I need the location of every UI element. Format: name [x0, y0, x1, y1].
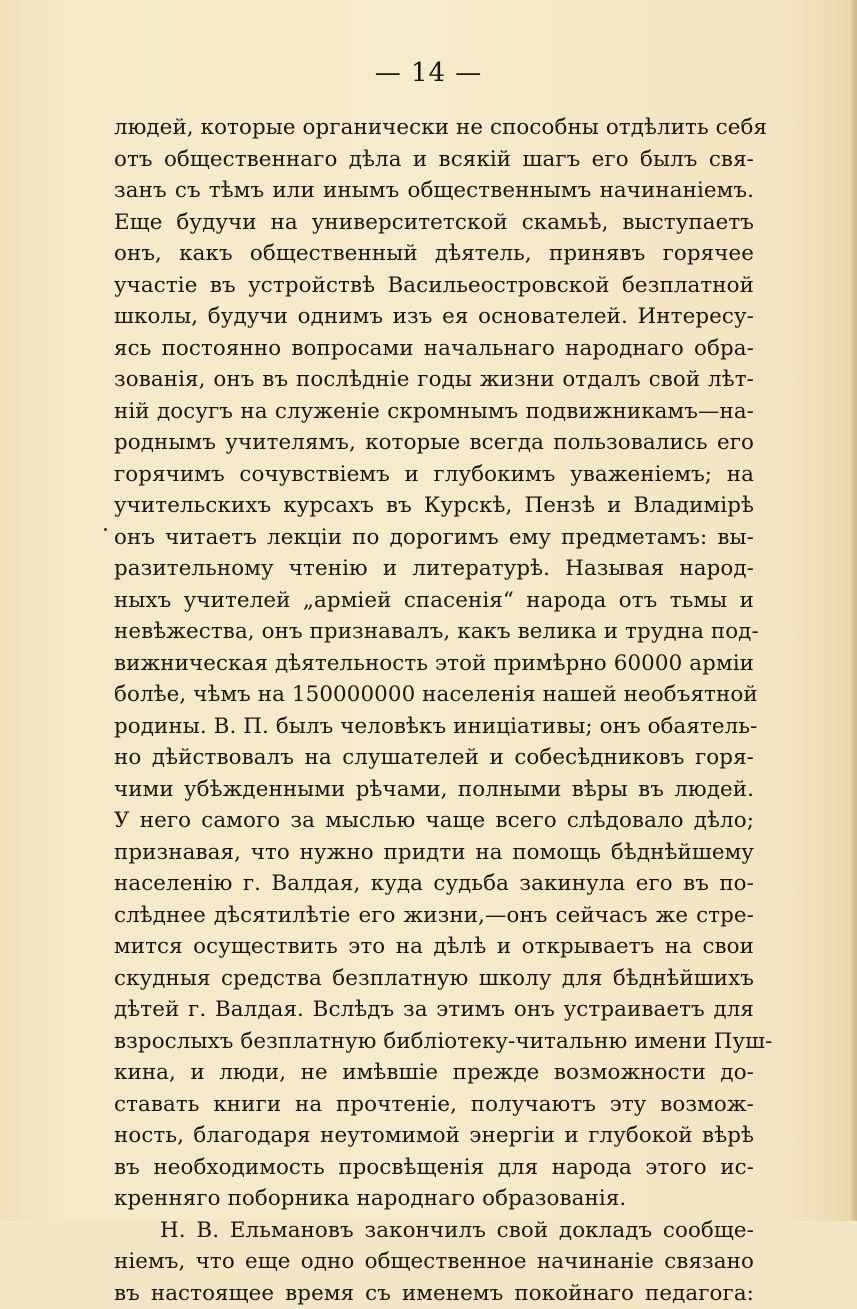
text-line: отъ общественнаго дѣла и всякій шагъ его былъ свя-: [114, 144, 754, 176]
text-line: дѣтей г. Валдая. Вслѣдъ за этимъ онъ устраиваетъ для: [114, 994, 754, 1026]
text-line: У него самого за мыслью чаще всего слѣдовало дѣло;: [114, 805, 754, 837]
text-line: мится осуществить это на дѣлѣ и открываетъ на свои: [114, 931, 754, 963]
text-line: разительному чтенію и литературѣ. Называя народ-: [114, 553, 754, 585]
text-line: ясь постоянно вопросами начальнаго народнаго обра-: [114, 333, 754, 365]
text-line: но дѣйствовалъ на слушателей и собесѣдниковъ горя-: [114, 742, 754, 774]
text-line: горячимъ сочувствіемъ и глубокимъ уваженіемъ; на: [114, 459, 754, 491]
margin-mark: [104, 528, 107, 531]
text-line: кренняго поборника народнаго образованія.: [114, 1183, 754, 1215]
text-line: родины. В. П. былъ человѣкъ иниціативы; онъ обаятель-: [114, 711, 754, 743]
text-line: чими убѣжденными рѣчами, полными вѣры въ людей.: [114, 774, 754, 806]
text-line: Еще будучи на университетской скамьѣ, выступаетъ: [114, 207, 754, 239]
text-line: въ настоящее время съ именемъ покойнаго педагога:: [114, 1278, 754, 1309]
text-line: ность, благодаря неутомимой энергіи и глубокой вѣрѣ: [114, 1120, 754, 1152]
text-line: ній досугъ на служеніе скромнымъ подвижникамъ—на-: [114, 396, 754, 428]
text-line: школы, будучи однимъ изъ ея основателей. Интересу-: [114, 301, 754, 333]
page-edge-shadow: [851, 0, 857, 1221]
page-number: — 14 —: [0, 58, 857, 88]
text-line: учительскихъ курсахъ въ Курскѣ, Пензѣ и Владимірѣ: [114, 490, 754, 522]
text-line: кина, и люди, не имѣвшіе прежде возможности до-: [114, 1057, 754, 1089]
text-line: въ необходимость просвѣщенія для народа этого ис-: [114, 1152, 754, 1184]
text-line: скудныя средства безплатную школу для бѣднѣйшихъ: [114, 963, 754, 995]
text-line: ныхъ учителей „арміей спасенія“ народа отъ тьмы и: [114, 585, 754, 617]
text-line: слѣднее дѣсятилѣтіе его жизни,—онъ сейчасъ же стре-: [114, 900, 754, 932]
text-line: болѣе, чѣмъ на 150000000 населенія нашей необъятной: [114, 679, 754, 711]
text-line: населенію г. Валдая, куда судьба закинула его въ по-: [114, 868, 754, 900]
text-line: вижническая дѣятельность этой примѣрно 60000 арміи: [114, 648, 754, 680]
text-line: онъ, какъ общественный дѣятель, принявъ горячее: [114, 238, 754, 270]
text-line: зованія, онъ въ послѣдніе годы жизни отдалъ свой лѣт-: [114, 364, 754, 396]
text-line: онъ читаетъ лекціи по дорогимъ ему предметамъ: вы-: [114, 522, 754, 554]
text-line: роднымъ учителямъ, которые всегда пользовались его: [114, 427, 754, 459]
text-line: признавая, что нужно придти на помощь бѣднѣйшему: [114, 837, 754, 869]
text-line: взрослыхъ безплатную библіотеку-читальню имени Пуш-: [114, 1026, 754, 1058]
text-body: [114, 112, 754, 1309]
text-line: участіе въ устройствѣ Васильеостровской безплатной: [114, 270, 754, 302]
text-line: людей, которые органически не способны отдѣлить себя: [114, 112, 754, 144]
text-line: ніемъ, что еще одно общественное начинаніе связано: [114, 1246, 754, 1278]
text-line: Н. В. Ельмановъ закончилъ свой докладъ сообще-: [114, 1215, 754, 1247]
text-line: невѣжества, онъ признавалъ, какъ велика и трудна под-: [114, 616, 754, 648]
text-line: ставать книги на прочтеніе, получаютъ эту возмож-: [114, 1089, 754, 1121]
text-line: занъ съ тѣмъ или инымъ общественнымъ начинаніемъ.: [114, 175, 754, 207]
